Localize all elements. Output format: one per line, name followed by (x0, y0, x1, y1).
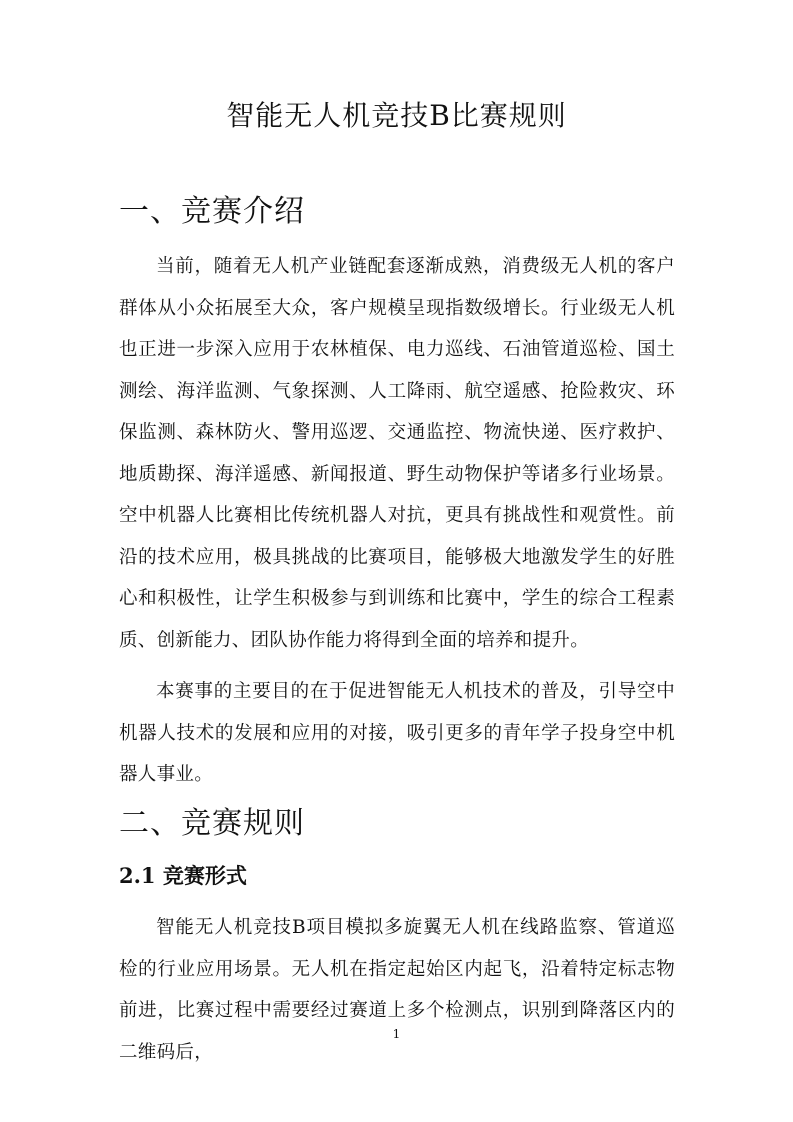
page-number: 1 (392, 1027, 401, 1041)
paragraph-format-1: 智能无人机竞技B项目模拟多旋翼无人机在线路监察、管道巡检的行业应用场景。无人机在指定起始区内起飞，沿着特定标志物前进，比赛过程中需要经过赛道上多个检测点，识别到降落区内的二维码后， (119, 917, 675, 1063)
paragraph-introduction-1: 当前，随着无人机产业链配套逐渐成熟，消费级无人机的客户群体从小众拓展至大众，客户规模呈现指数级增长。行业级无人机也正进一步深入应用于农林植保、电力巡线、石油管道巡检、国土测绘、海洋监测、气象探测、人工降雨、航空遥感、抢险救灾、环保监测、森林防火、警用巡逻、交通监控、物流快递、医疗救护、地质勘探、海洋遥感、新闻报道、野生动物保护等诸多行业场景。空中机器人比赛相比传统机器人对抗，更具有挑战性和观赏性。前沿的技术应用，极具挑战的比赛项目，能够极大地激发学生的好胜心和积极性，让学生积极参与到训练和比赛中，学生的综合工程素质、创新能力、团队协作能力将得到全面的培养和提升。 (119, 256, 675, 651)
section-heading-introduction: 一、竞赛介绍 (119, 194, 305, 229)
document-title: 智能无人机竞技B比赛规则 (226, 99, 567, 132)
paragraph-introduction-2: 本赛事的主要目的在于促进智能无人机技术的普及，引导空中机器人技术的发展和应用的对接，吸引更多的青年学子投身空中机器人事业。 (119, 681, 675, 785)
section-heading-rules: 二、竞赛规则 (119, 806, 305, 841)
subsection-heading-format: 2.1 竞赛形式 (119, 863, 247, 888)
